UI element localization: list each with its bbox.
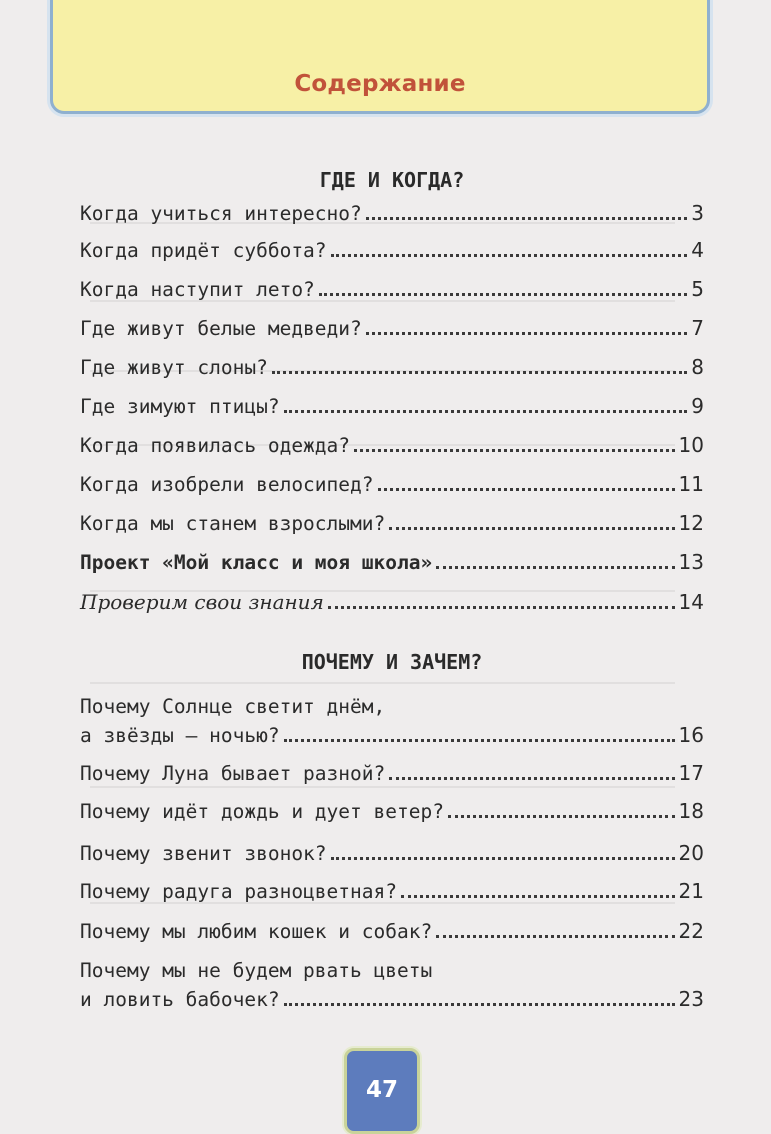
toc-entry-title: Когда мы станем взрослыми?	[80, 512, 386, 535]
dot-leader	[436, 935, 674, 938]
toc-entry-page: 5	[691, 277, 704, 301]
toc-entry-title: Почему идёт дождь и дует ветер?	[80, 800, 444, 823]
toc-entry[interactable]	[80, 353, 704, 382]
toc-entry-title: Где живут слоны?	[80, 356, 268, 379]
toc-entry-page: 10	[678, 433, 704, 457]
toc-entry-title-line1: Почему Солнце светит днём,	[80, 695, 386, 718]
toc-entry[interactable]	[80, 392, 704, 421]
toc-entry-page: 11	[678, 472, 704, 496]
toc-entry-title: Когда появилась одежда?	[80, 434, 351, 457]
dot-leader	[319, 293, 687, 296]
dot-leader	[272, 371, 687, 374]
toc-entry-title-line1: Почему мы не будем рвать цветы	[80, 959, 433, 982]
contents-header-banner	[50, 0, 710, 114]
page-number: 47	[365, 1077, 398, 1103]
toc-entry[interactable]	[80, 839, 704, 868]
toc-entry-page: 13	[678, 550, 704, 574]
section-title-where-and-when: ГДЕ И КОГДА?	[319, 168, 465, 192]
dot-leader	[389, 527, 674, 530]
toc-entry-title: Где живут белые медведи?	[80, 317, 362, 340]
toc-entry-title: Проект «Мой класс и моя школа»	[80, 551, 433, 574]
toc-entry-title: Почему мы любим кошек и собак?	[80, 920, 433, 943]
toc-entry-project[interactable]	[80, 548, 704, 577]
dot-leader	[436, 566, 674, 569]
toc-entry[interactable]	[80, 759, 704, 788]
toc-entry[interactable]	[80, 509, 704, 538]
dot-leader	[331, 254, 688, 257]
toc-entry[interactable]	[80, 693, 704, 750]
toc-entry-title: и ловить бабочек?	[80, 988, 280, 1011]
toc-entry-title: Где зимуют птицы?	[80, 395, 280, 418]
toc-entry[interactable]	[80, 797, 704, 826]
dot-leader	[389, 777, 674, 780]
toc-entry-title: Когда придёт суббота?	[80, 239, 327, 262]
toc-entry-page: 20	[678, 841, 704, 865]
dot-leader	[328, 606, 675, 609]
toc-entry-page: 9	[691, 394, 704, 418]
toc-entry[interactable]	[80, 431, 704, 460]
dot-leader	[284, 410, 688, 413]
toc-entry-page: 14	[678, 590, 704, 614]
toc-entry-page: 4	[691, 238, 704, 262]
contents-title: Содержание	[294, 71, 466, 97]
toc-entry-page: 8	[691, 355, 704, 379]
dot-leader	[366, 332, 688, 335]
dot-leader	[401, 895, 675, 898]
toc-entry[interactable]	[80, 877, 704, 906]
toc-entry-title: Почему Луна бывает разной?	[80, 762, 386, 785]
dot-leader	[331, 857, 675, 860]
toc-entry[interactable]	[80, 236, 704, 265]
toc-entry-title: Когда учиться интересно?	[80, 202, 362, 225]
toc-entry[interactable]	[80, 957, 704, 1014]
toc-entry[interactable]	[80, 470, 704, 499]
toc-entry-title: а звёзды — ночью?	[80, 724, 280, 747]
dot-leader	[366, 217, 688, 220]
toc-entry[interactable]	[80, 917, 704, 946]
page-number-tab	[344, 1048, 420, 1134]
toc-entry-page: 21	[678, 879, 704, 903]
toc-entry-page: 23	[678, 987, 704, 1011]
toc-entry-title: Когда изобрели велосипед?	[80, 473, 374, 496]
toc-entry-title: Проверим свои знания	[80, 590, 324, 614]
dot-leader	[378, 488, 675, 491]
toc-entry[interactable]	[80, 199, 704, 228]
toc-entry-title: Почему звенит звонок?	[80, 842, 327, 865]
toc-entry-page: 3	[691, 201, 704, 225]
toc-entry-check-knowledge[interactable]	[80, 588, 704, 616]
toc-entry[interactable]	[80, 275, 704, 304]
toc-entry-title: Почему радуга разноцветная?	[80, 880, 397, 903]
toc-entry-page: 12	[678, 511, 704, 535]
section-title-why-and-what-for: ПОЧЕМУ И ЗАЧЕМ?	[301, 650, 483, 674]
toc-entry-title: Когда наступит лето?	[80, 278, 315, 301]
toc-entry[interactable]	[80, 314, 704, 343]
toc-entry-page: 17	[678, 761, 704, 785]
toc-entry-page: 22	[678, 919, 704, 943]
dot-leader	[448, 815, 675, 818]
toc-entry-page: 18	[678, 799, 704, 823]
toc-entry-page: 16	[678, 723, 704, 747]
dot-leader	[284, 739, 675, 742]
toc-entry-page: 7	[691, 316, 704, 340]
dot-leader	[354, 449, 675, 452]
dot-leader	[284, 1003, 675, 1006]
